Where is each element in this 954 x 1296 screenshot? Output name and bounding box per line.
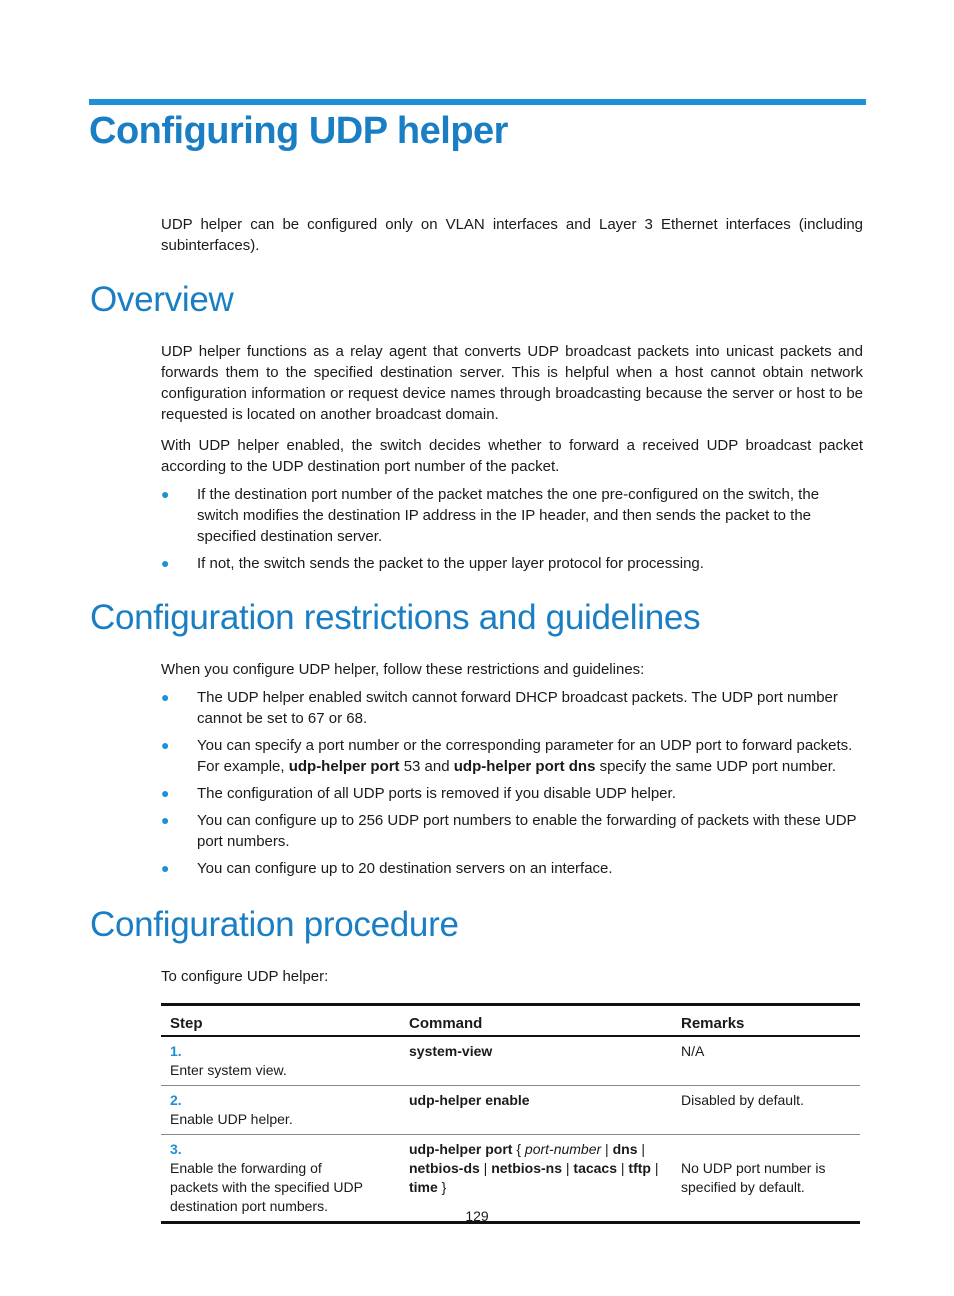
step-cell: 1.Enter system view.: [161, 1036, 400, 1086]
page-number: 129: [465, 1208, 489, 1224]
overview-heading: Overview: [90, 280, 234, 319]
list-item: ● You can configure up to 256 UDP port numbers to enable the forwarding of packets with these UDP port numbers.: [161, 812, 857, 850]
intro-paragraph: UDP helper can be configured only on VLAN interfaces and Layer 3 Ethernet interfaces (including subinterfaces).: [161, 216, 863, 254]
restrictions-bullets: [161, 687, 863, 885]
chapter-title: Configuring UDP helper: [89, 110, 508, 152]
bullet-icon: ●: [161, 785, 170, 801]
procedure-table: [161, 1003, 860, 1224]
overview-paragraph-1: UDP helper functions as a relay agent that converts UDP broadcast packets into unicast packets and forwards them to the specified destination server. This is helpful when a host cannot obtain network configuration information or request device names through broadcasting because the server or host to be requested is located on another broadcast domain.: [161, 343, 863, 423]
command-udp-helper-port: udp-helper port: [288, 758, 400, 775]
procedure-heading: Configuration procedure: [90, 905, 459, 944]
bullet-icon: ●: [161, 812, 170, 828]
remarks-cell: Disabled by default.: [672, 1086, 860, 1135]
list-item: ● You can specify a port number or the corresponding parameter for an UDP port to forward packets. For example, udp-helper port 53 and udp-helper port dns specify the same UDP port number.: [161, 737, 853, 775]
bullet-icon: ●: [161, 860, 170, 876]
table-row: [161, 1086, 860, 1135]
remarks-cell: N/A: [672, 1036, 860, 1086]
step-cell: 2.Enable UDP helper.: [161, 1086, 400, 1135]
step-cell: 3.Enable the forwarding of packets with the specified UDP destination port numbers.: [161, 1135, 400, 1223]
overview-paragraph-2: With UDP helper enabled, the switch decides whether to forward a received UDP broadcast packet according to the UDP destination port number of the packet.: [161, 437, 863, 475]
chapter-rule: [89, 99, 866, 105]
restrictions-lead: When you configure UDP helper, follow these restrictions and guidelines:: [161, 661, 645, 678]
column-header-remarks: Remarks: [672, 1005, 860, 1037]
remarks-cell: No UDP port number is specified by default.: [672, 1135, 860, 1223]
overview-bullets: [161, 484, 863, 580]
command-cell: udp-helper port { port-number | dns | netbios-ds | netbios-ns | tacacs | tftp | time }: [400, 1135, 672, 1223]
command-udp-helper-port-dns: udp-helper port dns: [453, 758, 596, 775]
command-cell: udp-helper enable: [400, 1086, 672, 1135]
list-item: ● You can configure up to 20 destination servers on an interface.: [161, 860, 613, 877]
bullet-icon: ●: [161, 737, 170, 753]
bullet-icon: ●: [161, 689, 170, 705]
list-item: ● The UDP helper enabled switch cannot forward DHCP broadcast packets. The UDP port number cannot be set to 67 or 68.: [161, 689, 838, 727]
column-header-command: Command: [400, 1005, 672, 1037]
command-cell: system-view: [400, 1036, 672, 1086]
bullet-icon: ●: [161, 555, 170, 571]
procedure-lead: To configure UDP helper:: [161, 968, 329, 985]
restrictions-heading: Configuration restrictions and guidelines: [90, 598, 701, 637]
list-item: ● If the destination port number of the packet matches the one pre-configured on the switch, the switch modifies the destination IP address in the IP header, and then sends the packet to the specified destination server.: [161, 486, 820, 545]
bullet-icon: ●: [161, 486, 170, 502]
list-item: ● The configuration of all UDP ports is removed if you disable UDP helper.: [161, 785, 676, 802]
table-row: [161, 1036, 860, 1086]
list-item: ● If not, the switch sends the packet to the upper layer protocol for processing.: [161, 555, 704, 572]
table-header-row: [161, 1005, 860, 1037]
column-header-step: Step: [161, 1005, 400, 1037]
